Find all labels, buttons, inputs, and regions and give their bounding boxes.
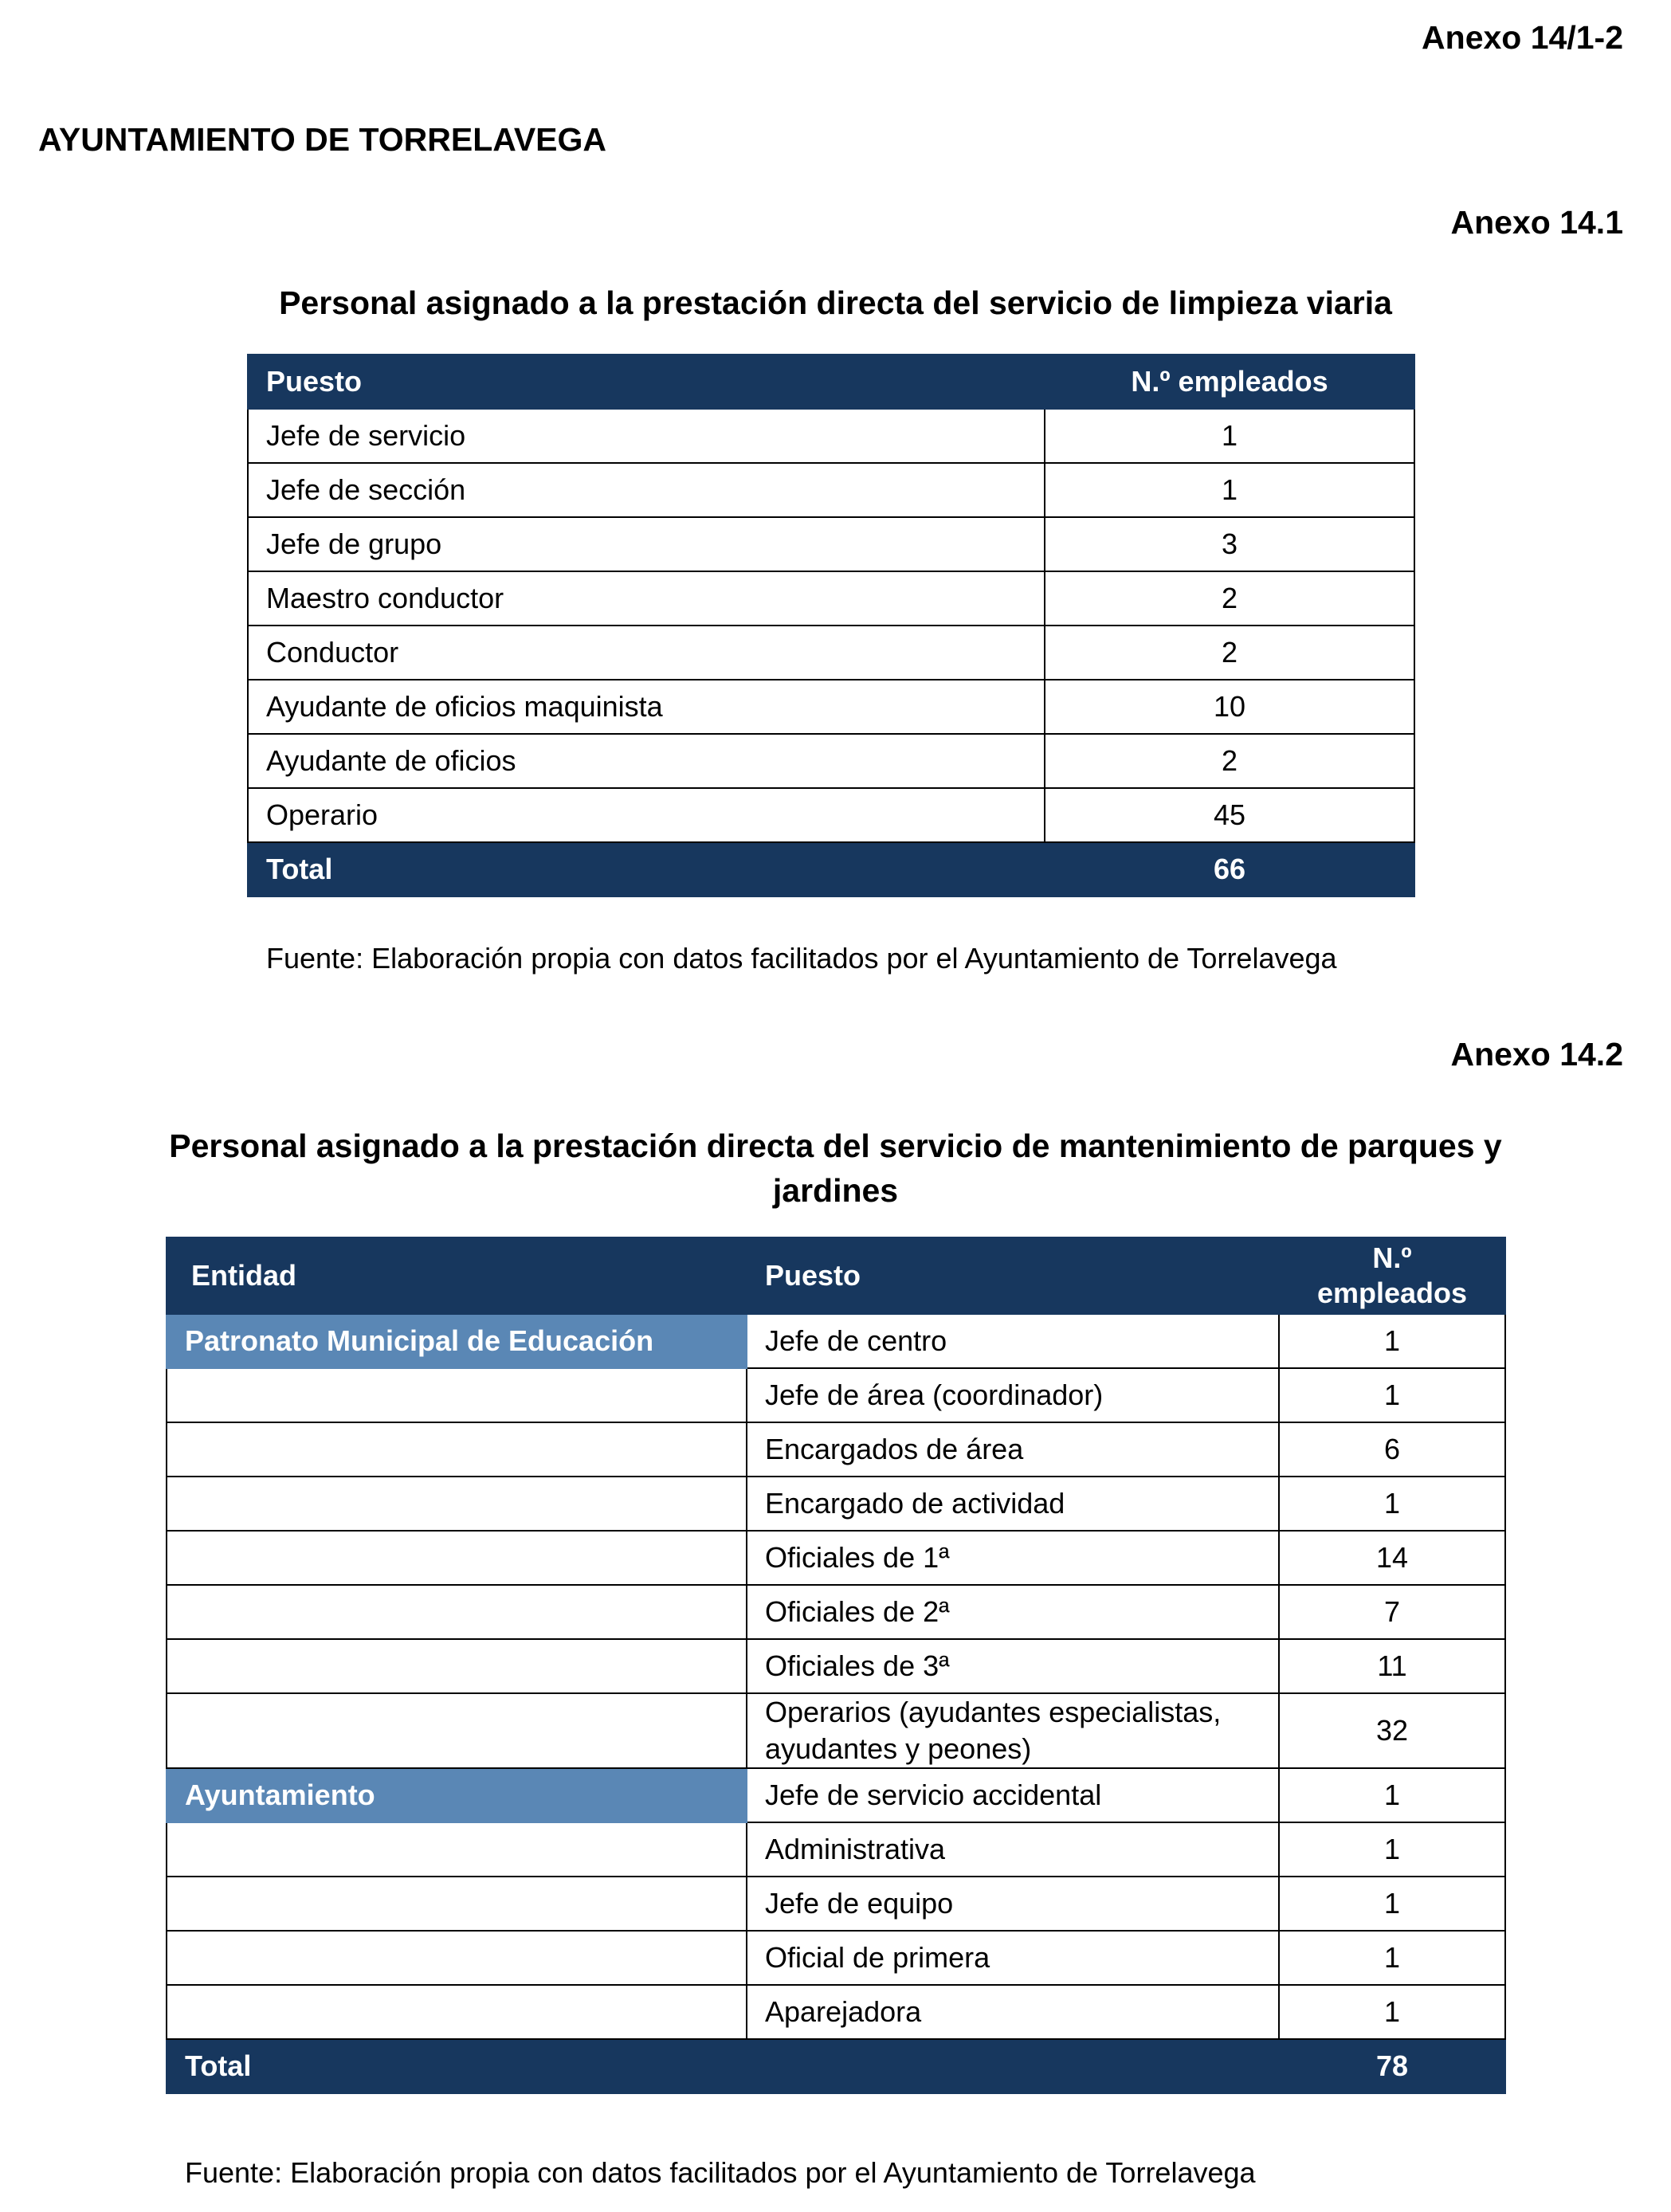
- table-row: [167, 1639, 1505, 1693]
- empleados-cell: 10: [1045, 680, 1414, 734]
- entidad-cell: [167, 1877, 747, 1931]
- table-row: [167, 1531, 1505, 1585]
- puesto-cell: Maestro conductor: [248, 571, 1045, 626]
- annex-14-1-label: Anexo 14.1: [1450, 204, 1623, 241]
- table-row: [167, 1693, 1505, 1768]
- table-row: [248, 626, 1414, 680]
- table-row: [167, 1314, 1505, 1368]
- table-row: [248, 409, 1414, 463]
- table-row: [167, 1768, 1505, 1822]
- empleados-cell: 1: [1279, 1985, 1505, 2039]
- empleados-cell: 45: [1045, 788, 1414, 842]
- puesto-cell: Oficiales de 2ª: [747, 1585, 1279, 1639]
- empleados-cell: 14: [1279, 1531, 1505, 1585]
- empleados-cell: 2: [1045, 734, 1414, 788]
- puesto-cell: Oficiales de 1ª: [747, 1531, 1279, 1585]
- column-header-empleados-line-2: empleados: [1316, 1277, 1468, 1309]
- table-row: [248, 734, 1414, 788]
- table-row: [248, 571, 1414, 626]
- empleados-cell: 2: [1045, 571, 1414, 626]
- puesto-cell: Jefe de servicio: [248, 409, 1045, 463]
- column-header-puesto: Puesto: [248, 355, 1045, 409]
- column-header-empleados: N.º empleados: [1045, 355, 1414, 409]
- puesto-cell: Oficiales de 3ª: [747, 1639, 1279, 1693]
- puesto-cell: Jefe de área (coordinador): [747, 1368, 1279, 1422]
- table-row: [167, 1877, 1505, 1931]
- table-row: [248, 680, 1414, 734]
- entidad-cell: [167, 1477, 747, 1531]
- total-label: Total: [167, 2039, 747, 2093]
- empleados-cell: 7: [1279, 1585, 1505, 1639]
- column-header-empleados-line-1: N.º: [1372, 1241, 1412, 1274]
- total-empty-cell: [747, 2039, 1279, 2093]
- entidad-cell: [167, 1531, 747, 1585]
- puesto-cell: Encargados de área: [747, 1422, 1279, 1477]
- puesto-cell: Jefe de servicio accidental: [747, 1768, 1279, 1822]
- total-row: [248, 842, 1414, 896]
- entidad-cell: [167, 1931, 747, 1985]
- annex-14-2-label: Anexo 14.2: [1450, 1036, 1623, 1073]
- table-row: [167, 1422, 1505, 1477]
- puesto-cell: Administrativa: [747, 1822, 1279, 1877]
- entidad-cell: Patronato Municipal de Educación: [167, 1314, 747, 1368]
- empleados-cell: 1: [1279, 1314, 1505, 1368]
- puesto-cell: Ayudante de oficios: [248, 734, 1045, 788]
- table-row: [248, 517, 1414, 571]
- table-row: [167, 1477, 1505, 1531]
- puesto-cell: Encargado de actividad: [747, 1477, 1279, 1531]
- annex-14-2-title-line-1: Personal asignado a la prestación directa del servicio de mantenimiento de parques y: [169, 1128, 1502, 1164]
- table-parques-jardines: [166, 1237, 1506, 2094]
- entidad-cell: [167, 1368, 747, 1422]
- table-limpieza-viaria: [247, 354, 1415, 897]
- table-row: [167, 1931, 1505, 1985]
- empleados-cell: 1: [1045, 409, 1414, 463]
- empleados-cell: 11: [1279, 1639, 1505, 1693]
- empleados-cell: 1: [1279, 1877, 1505, 1931]
- empleados-cell: 6: [1279, 1422, 1505, 1477]
- annex-14-1-title: Personal asignado a la prestación directa del servicio de limpieza viaria: [279, 284, 1392, 321]
- puesto-cell: Jefe de sección: [248, 463, 1045, 517]
- empleados-cell: 2: [1045, 626, 1414, 680]
- table-row: [167, 1368, 1505, 1422]
- entidad-cell: Ayuntamiento: [167, 1768, 747, 1822]
- total-value: 78: [1279, 2039, 1505, 2093]
- puesto-cell: Jefe de grupo: [248, 517, 1045, 571]
- source-note-2: Fuente: Elaboración propia con datos facilitados por el Ayuntamiento de Torrelavega: [185, 2156, 1256, 2189]
- empleados-cell: 1: [1279, 1477, 1505, 1531]
- column-header-empleados: [1279, 1237, 1505, 1314]
- table-row: [167, 1822, 1505, 1877]
- entidad-cell: [167, 1693, 747, 1768]
- puesto-cell: Operario: [248, 788, 1045, 842]
- puesto-cell: Aparejadora: [747, 1985, 1279, 2039]
- puesto-cell: Jefe de centro: [747, 1314, 1279, 1368]
- page-reference: Anexo 14/1-2: [1422, 19, 1623, 56]
- empleados-cell: 1: [1279, 1768, 1505, 1822]
- table-row: [167, 1985, 1505, 2039]
- source-note-1: Fuente: Elaboración propia con datos facilitados por el Ayuntamiento de Torrelavega: [266, 942, 1337, 975]
- empleados-cell: 1: [1279, 1931, 1505, 1985]
- empleados-cell: 32: [1279, 1693, 1505, 1768]
- puesto-cell: Conductor: [248, 626, 1045, 680]
- entidad-cell: [167, 1422, 747, 1477]
- empleados-cell: 1: [1045, 463, 1414, 517]
- total-row: [167, 2039, 1505, 2093]
- table-row: [248, 463, 1414, 517]
- empleados-cell: 3: [1045, 517, 1414, 571]
- puesto-cell: Jefe de equipo: [747, 1877, 1279, 1931]
- puesto-cell: Oficial de primera: [747, 1931, 1279, 1985]
- annex-14-2-title: [0, 1124, 1671, 1213]
- empleados-cell: 1: [1279, 1368, 1505, 1422]
- entidad-cell: [167, 1585, 747, 1639]
- table-row: [248, 788, 1414, 842]
- puesto-cell: Ayudante de oficios maquinista: [248, 680, 1045, 734]
- entidad-cell: [167, 1639, 747, 1693]
- entidad-cell: [167, 1822, 747, 1877]
- empleados-cell: 1: [1279, 1822, 1505, 1877]
- column-header-puesto: Puesto: [747, 1237, 1279, 1314]
- entidad-cell: [167, 1985, 747, 2039]
- organization-name: AYUNTAMIENTO DE TORRELAVEGA: [38, 121, 607, 158]
- column-header-entidad: Entidad: [167, 1237, 747, 1314]
- annex-14-2-title-line-2: jardines: [772, 1172, 899, 1209]
- total-value: 66: [1045, 842, 1414, 896]
- table-row: [167, 1585, 1505, 1639]
- total-label: Total: [248, 842, 1045, 896]
- puesto-cell: Operarios (ayudantes especialistas, ayudantes y peones): [747, 1693, 1279, 1768]
